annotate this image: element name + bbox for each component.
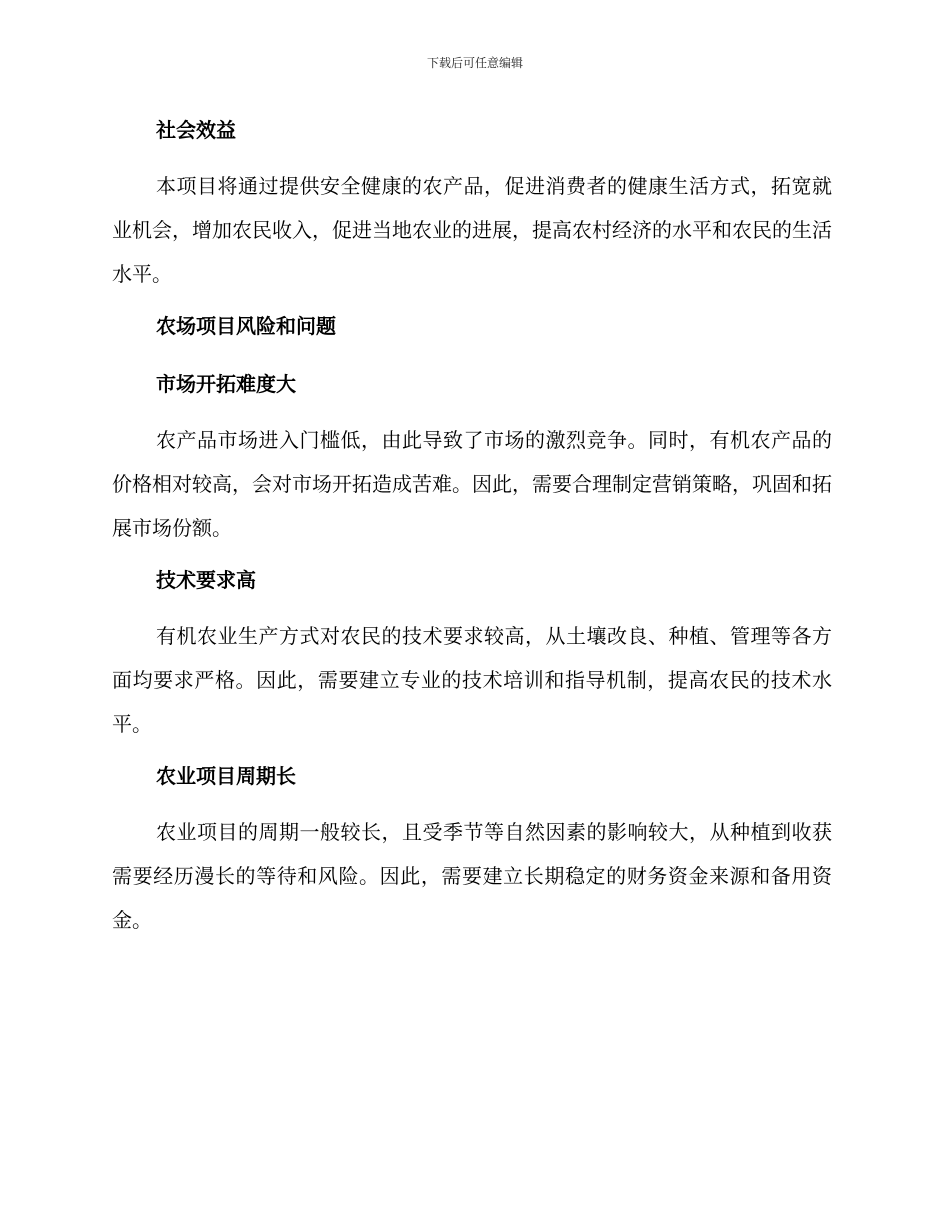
subsection-heading-cycle: 农业项目周期长 (156, 764, 296, 788)
paragraph-technology: 有机农业生产方式对农民的技术要求较高，从土壤改良、种植、管理等各方面均要求严格。因此，需要建立专业的技术培训和指导机制，提高农民的技术水平。 (112, 624, 832, 736)
page-header-note: 下载后可任意编辑 (426, 56, 523, 70)
subsection-heading-market: 市场开拓难度大 (156, 372, 296, 396)
section-heading-social-benefits: 社会效益 (156, 118, 236, 142)
paragraph-social-benefits: 本项目将通过提供安全健康的农产品，促进消费者的健康生活方式，拓宽就业机会，增加农民收入，促进当地农业的进展，提高农村经济的水平和农民的生活水平。 (112, 174, 832, 286)
document-body (112, 112, 832, 942)
section-heading-risks: 农场项目风险和问题 (156, 314, 336, 338)
subsection-heading-technology: 技术要求高 (156, 568, 256, 592)
paragraph-market: 农产品市场进入门槛低，由此导致了市场的激烈竞争。同时，有机农产品的价格相对较高，会对市场开拓造成苦难。因此，需要合理制定营销策略，巩固和拓展市场份额。 (112, 428, 832, 540)
paragraph-cycle: 农业项目的周期一般较长，且受季节等自然因素的影响较大，从种植到收获需要经历漫长的等待和风险。因此，需要建立长期稳定的财务资金来源和备用资金。 (112, 820, 832, 932)
